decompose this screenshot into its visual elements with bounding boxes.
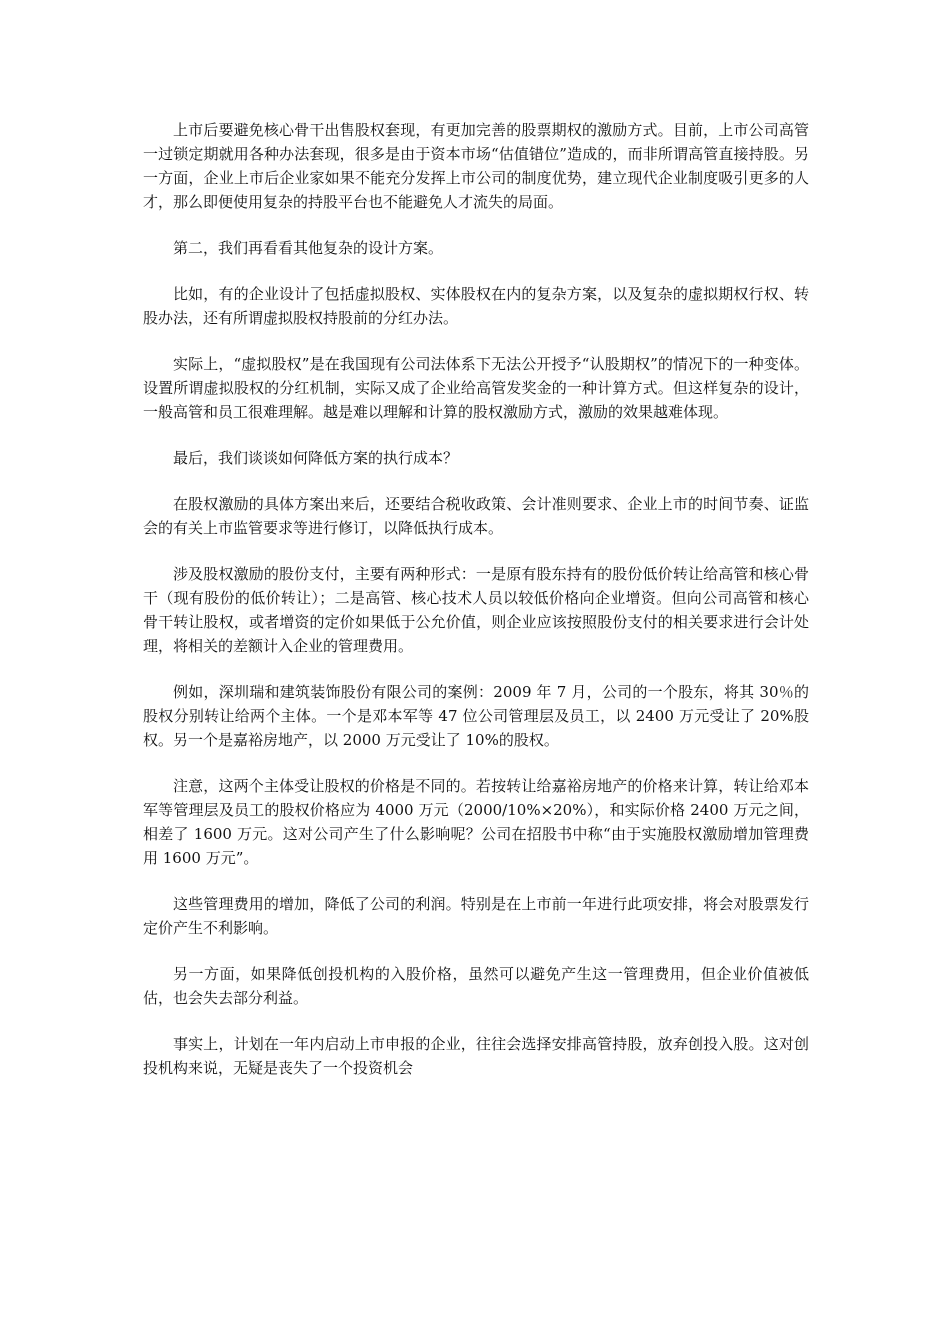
- paragraph-5: 最后，我们谈谈如何降低方案的执行成本？: [173, 449, 459, 467]
- paragraph-10: 这些管理费用的增加，降低了公司的利润。特别是在上市前一年进行此项安排，将会对股票发行定价产生不利影响。: [143, 895, 809, 937]
- paragraph-3: 比如，有的企业设计了包括虚拟股权、实体股权在内的复杂方案，以及复杂的虚拟期权行权、转股办法，还有所谓虚拟股权持股前的分红办法。: [143, 285, 809, 327]
- paragraph-8: 例如，深圳瑞和建筑装饰股份有限公司的案例：2009 年 7 月，公司的一个股东，将其 30％的股权分别转让给两个主体。一个是邓本军等 47 位公司管理层及员工，以 2400 万元受让了 20%股权。另一个是嘉裕房地产，以 2000 万元受让了 10%的股权。: [143, 683, 809, 749]
- paragraph-1: 上市后要避免核心骨干出售股权套现，有更加完善的股票期权的激励方式。目前，上市公司高管一过锁定期就用各种办法套现，很多是由于资本市场“估值错位”造成的，而非所谓高管直接持股。另一方面，企业上市后企业家如果不能充分发挥上市公司的制度优势，建立现代企业制度吸引更多的人才，那么即便使用复杂的持股平台也不能避免人才流失的局面。: [143, 121, 809, 211]
- paragraph-2: 第二，我们再看看其他复杂的设计方案。: [173, 239, 444, 257]
- paragraph-6: 在股权激励的具体方案出来后，还要结合税收政策、会计准则要求、企业上市的时间节奏、证监会的有关上市监管要求等进行修订，以降低执行成本。: [143, 495, 809, 537]
- paragraph-11: 另一方面，如果降低创投机构的入股价格，虽然可以避免产生这一管理费用，但企业价值被低估，也会失去部分利益。: [143, 965, 809, 1007]
- paragraph-7: 涉及股权激励的股份支付，主要有两种形式：一是原有股东持有的股份低价转让给高管和核心骨干（现有股份的低价转让）；二是高管、核心技术人员以较低价格向企业增资。但向公司高管和核心骨干转让股权，或者增资的定价如果低于公允价值，则企业应该按照股份支付的相关要求进行会计处理，将相关的差额计入企业的管理费用。: [143, 565, 809, 655]
- article-body: [143, 118, 809, 1080]
- paragraph-4: 实际上，“虚拟股权”是在我国现有公司法体系下无法公开授予“认股期权”的情况下的一种变体。设置所谓虚拟股权的分红机制，实际又成了企业给高管发奖金的一种计算方式。但这样复杂的设计，一般高管和员工很难理解。越是难以理解和计算的股权激励方式，激励的效果越难体现。: [143, 355, 809, 421]
- paragraph-9: 注意，这两个主体受让股权的价格是不同的。若按转让给嘉裕房地产的价格来计算，转让给邓本军等管理层及员工的股权价格应为 4000 万元（2000/10%×20%），和实际价格 2400 万元之间，相差了 1600 万元。这对公司产生了什么影响呢？公司在招股书中称“由于实施股权激励增加管理费用 1600 万元”。: [143, 777, 809, 867]
- paragraph-12: 事实上，计划在一年内启动上市申报的企业，往往会选择安排高管持股，放弃创投入股。这对创投机构来说，无疑是丧失了一个投资机会: [143, 1035, 809, 1077]
